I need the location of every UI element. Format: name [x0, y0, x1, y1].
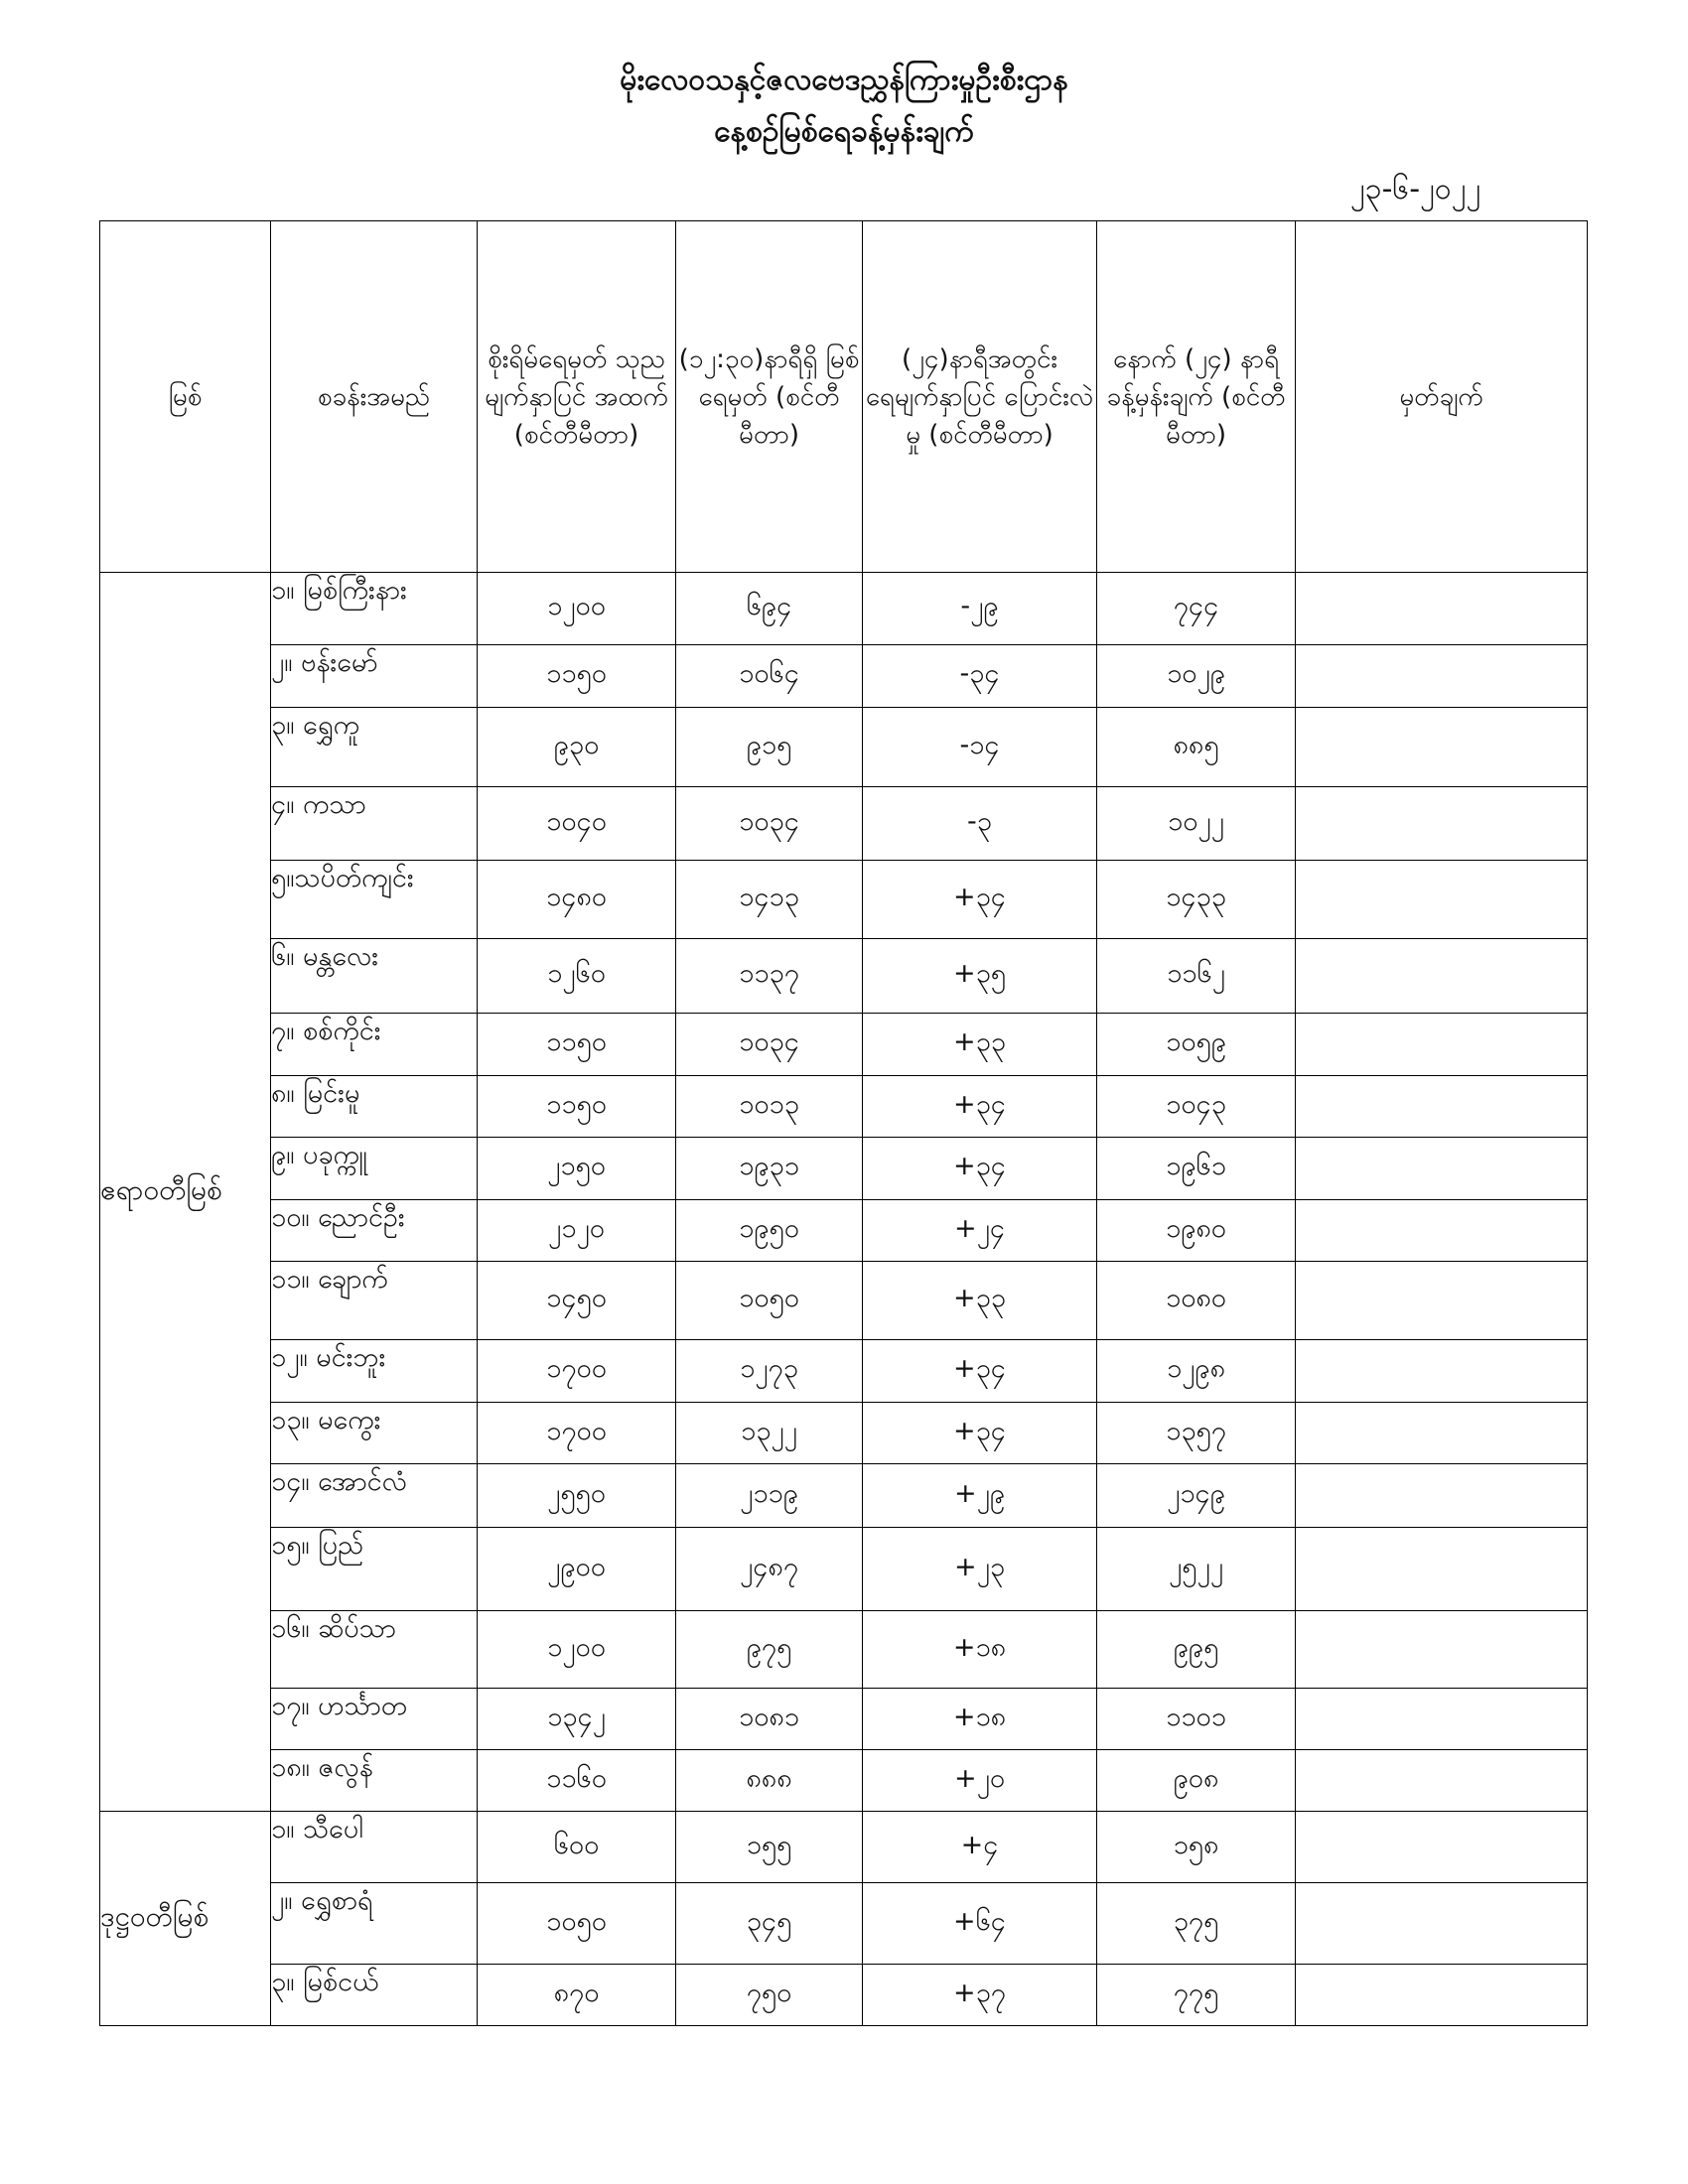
- forecast-cell: ၁၉၈၀: [1097, 1200, 1296, 1262]
- river-name: ဧရာဝတီမြစ်: [100, 573, 271, 1812]
- station-name: ၉။ ပခုက္ကူ: [271, 1138, 478, 1200]
- danger-level-cell: ၁၁၅၀: [478, 1014, 676, 1076]
- station-name: ၁၅။ ပြည်: [271, 1528, 478, 1611]
- remark-cell: [1296, 939, 1588, 1014]
- station-name: ၁၆။ ဆိပ်သာ: [271, 1611, 478, 1689]
- station-name: ၁၂။ မင်းဘူး: [271, 1340, 478, 1403]
- change-cell: +၂၉: [863, 1464, 1097, 1528]
- station-name: ၃။ မြစ်ငယ်: [271, 1965, 478, 2026]
- station-name: ၈။ မြင်းမူ: [271, 1076, 478, 1138]
- remark-cell: [1296, 787, 1588, 861]
- department-title: မိုးလေဝသနှင့်ဇလဗေဒညွှန်ကြားမှုဦးစီးဌာန: [620, 63, 1068, 97]
- remark-cell: [1296, 1262, 1588, 1340]
- station-name: ၅။သပိတ်ကျင်း: [271, 861, 478, 939]
- current-level-cell: ၁၀၃၄: [676, 1014, 863, 1076]
- remark-cell: [1296, 1689, 1588, 1750]
- col-header-remark: မှတ်ချက်: [1296, 221, 1588, 573]
- current-level-cell: ၁၄၁၃: [676, 861, 863, 939]
- table-row: [100, 1528, 1588, 1611]
- current-level-cell: ၃၄၅: [676, 1883, 863, 1965]
- table-row: [100, 1965, 1588, 2026]
- danger-level-cell: ၁၄၈၀: [478, 861, 676, 939]
- header-row: [100, 221, 1588, 573]
- remark-cell: [1296, 1812, 1588, 1883]
- change-cell: +၃၄: [863, 861, 1097, 939]
- change-cell: -၃: [863, 787, 1097, 861]
- table-row: [100, 861, 1588, 939]
- table-row: [100, 1812, 1588, 1883]
- forecast-cell: ၉၉၅: [1097, 1611, 1296, 1689]
- station-name: ၁။ မြစ်ကြီးနား: [271, 573, 478, 645]
- col-header-change: (၂၄)နာရီအတွင်း ရေမျက်နှာပြင် ပြောင်းလဲမှု (စင်တီမီတာ): [863, 221, 1097, 573]
- station-name: ၃။ ရွှေကူ: [271, 708, 478, 787]
- current-level-cell: ၁၀၁၃: [676, 1076, 863, 1138]
- change-cell: +၃၃: [863, 1014, 1097, 1076]
- table-row: [100, 1340, 1588, 1403]
- forecast-cell: ၁၀၂၂: [1097, 787, 1296, 861]
- forecast-cell: ၁၃၅၇: [1097, 1403, 1296, 1464]
- forecast-cell: ၁၀၈၀: [1097, 1262, 1296, 1340]
- table-row: [100, 1262, 1588, 1340]
- danger-level-cell: ၁၂၆၀: [478, 939, 676, 1014]
- forecast-cell: ၂၁၄၉: [1097, 1464, 1296, 1528]
- danger-level-cell: ၂၉၀၀: [478, 1528, 676, 1611]
- change-cell: +၃၄: [863, 1403, 1097, 1464]
- change-cell: +၃၄: [863, 1076, 1097, 1138]
- current-level-cell: ၇၅၀: [676, 1965, 863, 2026]
- remark-cell: [1296, 1750, 1588, 1812]
- remark-cell: [1296, 1528, 1588, 1611]
- table-row: [100, 573, 1588, 645]
- danger-level-cell: ၁၂၀၀: [478, 1611, 676, 1689]
- change-cell: +၃၇: [863, 1965, 1097, 2026]
- remark-cell: [1296, 1014, 1588, 1076]
- col-header-station: စခန်းအမည်: [271, 221, 478, 573]
- change-cell: +၁၈: [863, 1611, 1097, 1689]
- remark-cell: [1296, 1611, 1588, 1689]
- change-cell: +၆၄: [863, 1883, 1097, 1965]
- remark-cell: [1296, 1200, 1588, 1262]
- danger-level-cell: ၁၀၄၀: [478, 787, 676, 861]
- table-row: [100, 787, 1588, 861]
- forecast-cell: ၇၇၅: [1097, 1965, 1296, 2026]
- station-name: ၄။ ကသာ: [271, 787, 478, 861]
- forecast-cell: ၁၂၉၈: [1097, 1340, 1296, 1403]
- remark-cell: [1296, 1965, 1588, 2026]
- current-level-cell: ၁၉၅၀: [676, 1200, 863, 1262]
- forecast-cell: ၁၉၆၁: [1097, 1138, 1296, 1200]
- forecast-cell: ၁၄၃၃: [1097, 861, 1296, 939]
- current-level-cell: ၁၀၆၄: [676, 645, 863, 708]
- forecast-cell: ၁၀၅၉: [1097, 1014, 1296, 1076]
- forecast-table: [99, 220, 1588, 2026]
- danger-level-cell: ၁၀၅၀: [478, 1883, 676, 1965]
- forecast-cell: ၇၄၄: [1097, 573, 1296, 645]
- change-cell: -၃၄: [863, 645, 1097, 708]
- station-name: ၁၇။ ဟင်္သာတ: [271, 1689, 478, 1750]
- remark-cell: [1296, 645, 1588, 708]
- table-row: [100, 645, 1588, 708]
- change-cell: -၁၄: [863, 708, 1097, 787]
- change-cell: +၃၄: [863, 1340, 1097, 1403]
- station-name: ၁၀။ ညောင်ဦး: [271, 1200, 478, 1262]
- danger-level-cell: ၆၀၀: [478, 1812, 676, 1883]
- station-name: ၁၄။ အောင်လံ: [271, 1464, 478, 1528]
- table-row: [100, 708, 1588, 787]
- table-row: [100, 1464, 1588, 1528]
- remark-cell: [1296, 1464, 1588, 1528]
- danger-level-cell: ၂၅၅၀: [478, 1464, 676, 1528]
- change-cell: -၂၉: [863, 573, 1097, 645]
- table-row: [100, 1200, 1588, 1262]
- remark-cell: [1296, 1138, 1588, 1200]
- forecast-cell: ၁၁၀၁: [1097, 1689, 1296, 1750]
- danger-level-cell: ၁၁၆၀: [478, 1750, 676, 1812]
- col-header-river: မြစ်: [100, 221, 271, 573]
- current-level-cell: ၉၇၅: [676, 1611, 863, 1689]
- current-level-cell: ၁၀၈၁: [676, 1689, 863, 1750]
- forecast-cell: ၉၀၈: [1097, 1750, 1296, 1812]
- current-level-cell: ၁၃၂၂: [676, 1403, 863, 1464]
- remark-cell: [1296, 1340, 1588, 1403]
- remark-cell: [1296, 1883, 1588, 1965]
- station-name: ၆။ မန္တလေး: [271, 939, 478, 1014]
- change-cell: +၂၄: [863, 1200, 1097, 1262]
- forecast-cell: ၁၀၂၉: [1097, 645, 1296, 708]
- change-cell: +၃၅: [863, 939, 1097, 1014]
- current-level-cell: ၈၈၈: [676, 1750, 863, 1812]
- current-level-cell: ၁၉၃၁: [676, 1138, 863, 1200]
- danger-level-cell: ၈၇၀: [478, 1965, 676, 2026]
- col-header-danger-level: စိုးရိမ်ရေမှတ် သုည မျက်နှာပြင် အထက် (စင်တီမီတာ): [478, 221, 676, 573]
- danger-level-cell: ၂၁၅၀: [478, 1138, 676, 1200]
- current-level-cell: ၁၀၅၀: [676, 1262, 863, 1340]
- change-cell: +၁၈: [863, 1689, 1097, 1750]
- danger-level-cell: ၁၂၀၀: [478, 573, 676, 645]
- table-row: [100, 1014, 1588, 1076]
- current-level-cell: ၉၁၅: [676, 708, 863, 787]
- table-row: [100, 1403, 1588, 1464]
- station-name: ၇။ စစ်ကိုင်း: [271, 1014, 478, 1076]
- forecast-cell: ၁၀၄၃: [1097, 1076, 1296, 1138]
- current-level-cell: ၂၁၁၉: [676, 1464, 863, 1528]
- current-level-cell: ၁၀၃၄: [676, 787, 863, 861]
- table-row: [100, 1689, 1588, 1750]
- table-row: [100, 1138, 1588, 1200]
- station-name: ၂။ ဗန်းမော်: [271, 645, 478, 708]
- danger-level-cell: ၁၇၀၀: [478, 1340, 676, 1403]
- danger-level-cell: ၂၁၂၀: [478, 1200, 676, 1262]
- table-row: [100, 1750, 1588, 1812]
- remark-cell: [1296, 708, 1588, 787]
- station-name: ၁။ သီပေါ: [271, 1812, 478, 1883]
- current-level-cell: ၆၉၄: [676, 573, 863, 645]
- table-row: [100, 1076, 1588, 1138]
- danger-level-cell: ၁၄၅၀: [478, 1262, 676, 1340]
- change-cell: +၃၃: [863, 1262, 1097, 1340]
- change-cell: +၂၀: [863, 1750, 1097, 1812]
- danger-level-cell: ၁၇၀၀: [478, 1403, 676, 1464]
- col-header-current-level: (၁၂:၃၀)နာရီရှိ မြစ်ရေမှတ် (စင်တီမီတာ): [676, 221, 863, 573]
- river-name: ဒုဋ္ဌဝတီမြစ်: [100, 1812, 271, 2026]
- report-date: ၂၃-၆-၂၀၂၂: [1350, 172, 1481, 206]
- station-name: ၁၈။ ဇလွန်: [271, 1750, 478, 1812]
- station-name: ၂။ ရွှေစာရံ: [271, 1883, 478, 1965]
- current-level-cell: ၂၄၈၇: [676, 1528, 863, 1611]
- table-row: [100, 939, 1588, 1014]
- change-cell: +၄: [863, 1812, 1097, 1883]
- table-body: [100, 573, 1588, 2026]
- remark-cell: [1296, 573, 1588, 645]
- remark-cell: [1296, 1403, 1588, 1464]
- danger-level-cell: ၉၃၀: [478, 708, 676, 787]
- forecast-cell: ၂၅၂၂: [1097, 1528, 1296, 1611]
- danger-level-cell: ၁၃၄၂: [478, 1689, 676, 1750]
- change-cell: +၂၃: [863, 1528, 1097, 1611]
- report-title: နေ့စဉ်မြစ်ရေခန့်မှန်းချက်: [714, 114, 974, 149]
- current-level-cell: ၁၁၃၇: [676, 939, 863, 1014]
- current-level-cell: ၁၂၇၃: [676, 1340, 863, 1403]
- danger-level-cell: ၁၁၅၀: [478, 645, 676, 708]
- remark-cell: [1296, 861, 1588, 939]
- current-level-cell: ၁၅၅: [676, 1812, 863, 1883]
- change-cell: +၃၄: [863, 1138, 1097, 1200]
- station-name: ၁၁။ ချောက်: [271, 1262, 478, 1340]
- station-name: ၁၃။ မကွေး: [271, 1403, 478, 1464]
- col-header-forecast: နောက် (၂၄) နာရီ ခန့်မှန်းချက် (စင်တီမီတာ): [1097, 221, 1296, 573]
- forecast-cell: ၃၇၅: [1097, 1883, 1296, 1965]
- danger-level-cell: ၁၁၅၀: [478, 1076, 676, 1138]
- forecast-cell: ၁၁၆၂: [1097, 939, 1296, 1014]
- table-row: [100, 1883, 1588, 1965]
- remark-cell: [1296, 1076, 1588, 1138]
- forecast-cell: ၁၅၈: [1097, 1812, 1296, 1883]
- forecast-cell: ၈၈၅: [1097, 708, 1296, 787]
- table-row: [100, 1611, 1588, 1689]
